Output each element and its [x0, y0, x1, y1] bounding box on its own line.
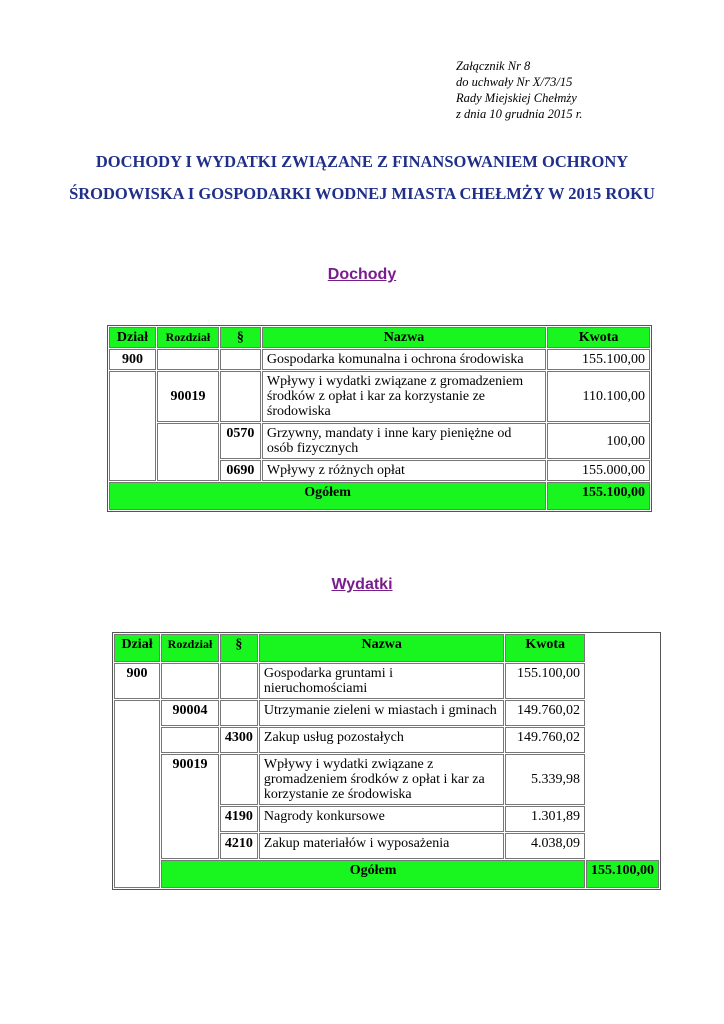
table-row	[114, 700, 659, 726]
table-row	[109, 349, 650, 370]
cell-paragraf: 4210	[220, 833, 258, 859]
cell-rozdzial	[161, 727, 219, 753]
table-row	[114, 727, 659, 753]
cell-paragraf	[220, 700, 258, 726]
cell-dzial	[109, 371, 156, 481]
cell-rozdzial: 90004	[161, 700, 219, 726]
total-value: 155.100,00	[586, 860, 659, 888]
header-rozdzial: Rozdział	[157, 327, 219, 348]
annex-line-3: Rady Miejskiej Chełmży	[456, 91, 577, 105]
cell-kwota: 149.760,02	[505, 727, 585, 753]
header-paragraf: §	[220, 634, 258, 662]
table-row	[109, 423, 650, 459]
cell-kwota: 100,00	[547, 423, 650, 459]
cell-rozdzial	[157, 349, 219, 370]
expenses-header-row	[114, 634, 659, 662]
header-dzial: Dział	[114, 634, 160, 662]
table-row	[114, 754, 659, 805]
header-nazwa: Nazwa	[262, 327, 546, 348]
annex-note	[456, 58, 582, 122]
income-section-title: Dochody	[327, 266, 397, 283]
cell-nazwa: Utrzymanie zieleni w miastach i gminach	[259, 700, 505, 726]
cell-kwota: 110.100,00	[547, 371, 650, 422]
cell-dzial: 900	[114, 663, 160, 699]
header-paragraf: §	[220, 327, 261, 348]
expenses-section-title: Wydatki	[331, 576, 393, 593]
cell-rozdzial	[157, 423, 219, 481]
cell-nazwa: Nagrody konkursowe	[259, 806, 505, 832]
cell-paragraf: 0690	[220, 460, 261, 481]
document-title-line-2: ŚRODOWISKA I GOSPODARKI WODNEJ MIASTA CHEŁMŻY W 2015 ROKU	[69, 184, 655, 203]
table-row	[114, 663, 659, 699]
income-header-row	[109, 327, 650, 348]
header-rozdzial: Rozdział	[161, 634, 219, 662]
cell-rozdzial: 90019	[161, 754, 219, 859]
cell-paragraf	[220, 754, 258, 805]
cell-nazwa: Grzywny, mandaty i inne kary pieniężne od osób fizycznych	[262, 423, 546, 459]
cell-kwota: 155.100,00	[505, 663, 585, 699]
cell-nazwa: Gospodarka komunalna i ochrona środowiska	[262, 349, 546, 370]
cell-nazwa: Gospodarka gruntami i nieruchomościami	[259, 663, 505, 699]
table-row	[109, 371, 650, 422]
cell-nazwa: Zakup usług pozostałych	[259, 727, 505, 753]
cell-nazwa: Wpływy z różnych opłat	[262, 460, 546, 481]
cell-paragraf	[220, 371, 261, 422]
cell-paragraf	[220, 349, 261, 370]
document-title-line-1: DOCHODY I WYDATKI ZWIĄZANE Z FINANSOWANIEM OCHRONY	[95, 152, 629, 171]
cell-nazwa: Zakup materiałów i wyposażenia	[259, 833, 505, 859]
cell-nazwa: Wpływy i wydatki związane z gromadzeniem środków z opłat i kar za korzystanie ze środowiska	[259, 754, 505, 805]
income-total-row	[109, 482, 650, 510]
total-label: Ogółem	[109, 482, 546, 510]
expenses-total-row	[114, 860, 659, 888]
cell-paragraf: 0570	[220, 423, 261, 459]
income-table	[107, 325, 652, 512]
cell-kwota: 155.000,00	[547, 460, 650, 481]
cell-rozdzial: 90019	[157, 371, 219, 422]
cell-kwota: 5.339,98	[505, 754, 585, 805]
annex-line-4: z dnia 10 grudnia 2015 r.	[456, 107, 583, 121]
cell-nazwa: Wpływy i wydatki związane z gromadzeniem środków z opłat i kar za korzystanie ze środowiska	[262, 371, 546, 422]
cell-kwota: 155.100,00	[547, 349, 650, 370]
header-dzial: Dział	[109, 327, 156, 348]
expenses-table	[112, 632, 661, 890]
cell-kwota: 4.038,09	[505, 833, 585, 859]
cell-dzial	[114, 700, 160, 888]
cell-paragraf: 4300	[220, 727, 258, 753]
cell-kwota: 1.301,89	[505, 806, 585, 832]
cell-dzial: 900	[109, 349, 156, 370]
header-nazwa: Nazwa	[259, 634, 505, 662]
header-kwota: Kwota	[547, 327, 650, 348]
cell-rozdzial	[161, 663, 219, 699]
cell-paragraf	[220, 663, 258, 699]
cell-paragraf: 4190	[220, 806, 258, 832]
annex-line-1: Załącznik Nr 8	[456, 59, 531, 73]
total-label: Ogółem	[161, 860, 585, 888]
cell-kwota: 149.760,02	[505, 700, 585, 726]
total-value: 155.100,00	[547, 482, 650, 510]
header-kwota: Kwota	[505, 634, 585, 662]
annex-line-2: do uchwały Nr X/73/15	[456, 75, 573, 89]
